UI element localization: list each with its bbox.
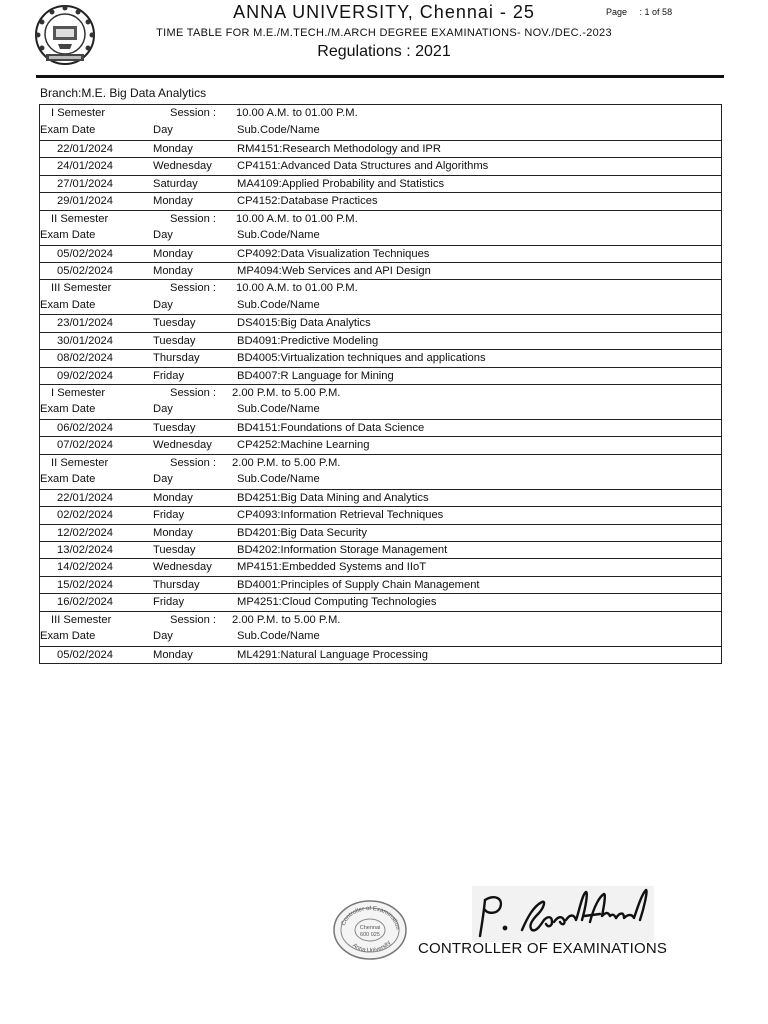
session-time: 2.00 P.M. to 5.00 P.M. — [232, 613, 341, 626]
subject-header: Sub.Code/Name — [237, 298, 320, 311]
subject-code-name: BD4007:R Language for Mining — [237, 369, 394, 382]
regulations-label: Regulations : 2021 — [317, 43, 451, 60]
exam-day: Wednesday — [153, 160, 212, 173]
page-number: : 1 of 58 — [639, 7, 673, 17]
semester-session-row — [40, 454, 721, 471]
session-time: 10.00 A.M. to 01.00 P.M. — [236, 212, 358, 225]
seal-center-line2: 600 025 — [360, 932, 380, 938]
exam-day: Wednesday — [153, 439, 212, 452]
subject-code-name: ML4291:Natural Language Processing — [237, 648, 428, 661]
exam-date-header: Exam Date — [40, 298, 96, 311]
exam-day: Monday — [153, 195, 193, 208]
session-label: Session : — [170, 387, 217, 399]
subject-header: Sub.Code/Name — [237, 124, 320, 137]
controller-seal-icon — [332, 899, 408, 961]
exam-date-header: Exam Date — [40, 403, 96, 416]
day-header: Day — [153, 473, 173, 486]
page-indicator — [606, 7, 672, 17]
exam-date-header: Exam Date — [40, 473, 96, 486]
exam-day: Saturday — [153, 177, 198, 190]
table-row — [40, 367, 721, 384]
table-row — [40, 157, 721, 174]
semester-label: I Semester — [51, 387, 106, 399]
seal-text-bottom: Anna University — [351, 940, 393, 955]
subject-code-name: CP4152:Database Practices — [237, 195, 378, 208]
day-header: Day — [153, 229, 173, 242]
semester-label: III Semester — [51, 282, 112, 295]
column-header-row — [40, 628, 721, 645]
table-row — [40, 576, 721, 593]
column-header-row — [40, 471, 721, 488]
semester-session-row — [40, 611, 721, 628]
exam-date: 22/01/2024 — [57, 142, 113, 155]
semester-session-row — [40, 279, 721, 296]
semester-session-row — [40, 105, 721, 122]
exam-date: 27/01/2024 — [57, 177, 113, 190]
table-row — [40, 646, 721, 663]
subject-code-name: MP4251:Cloud Computing Technologies — [237, 596, 437, 609]
table-row — [40, 489, 721, 506]
page-label: Page — [606, 7, 628, 17]
table-row — [40, 541, 721, 558]
controller-signature-icon — [472, 886, 654, 942]
exam-date-header: Exam Date — [40, 124, 96, 137]
header-divider — [36, 75, 724, 78]
subject-header: Sub.Code/Name — [237, 403, 320, 416]
subject-code-name: BD4151:Foundations of Data Science — [237, 421, 425, 434]
column-header-row — [40, 401, 721, 418]
session-time: 10.00 A.M. to 01.00 P.M. — [236, 282, 358, 295]
exam-date: 22/01/2024 — [57, 491, 113, 504]
exam-date: 05/02/2024 — [57, 264, 113, 277]
exam-day: Tuesday — [153, 421, 196, 434]
subject-header: Sub.Code/Name — [237, 473, 320, 486]
timetable-table — [39, 104, 722, 664]
semester-session-row — [40, 210, 721, 227]
day-header: Day — [153, 403, 173, 416]
subject-code-name: MP4151:Embedded Systems and IIoT — [237, 561, 427, 574]
subject-code-name: BD4251:Big Data Mining and Analytics — [237, 491, 429, 504]
exam-date: 23/01/2024 — [57, 317, 113, 330]
subject-code-name: CP4092:Data Visualization Techniques — [237, 247, 430, 260]
session-label: Session : — [170, 107, 217, 119]
column-header-row — [40, 227, 721, 244]
session-label: Session : — [170, 613, 217, 626]
session-label: Session : — [170, 282, 217, 295]
timetable-subtitle: TIME TABLE FOR M.E./M.TECH./M.ARCH DEGREE EXAMINATIONS- NOV./DEC.-2023 — [156, 27, 612, 39]
exam-day: Monday — [153, 247, 193, 260]
session-time: 10.00 A.M. to 01.00 P.M. — [236, 107, 358, 119]
table-row — [40, 262, 721, 279]
exam-date: 07/02/2024 — [57, 439, 113, 452]
subject-code-name: MA4109:Applied Probability and Statistics — [237, 177, 445, 190]
table-row — [40, 349, 721, 366]
exam-date-header: Exam Date — [40, 630, 96, 643]
session-time: 2.00 P.M. to 5.00 P.M. — [232, 387, 341, 399]
day-header: Day — [153, 298, 173, 311]
subject-code-name: CP4151:Advanced Data Structures and Algorithms — [237, 160, 489, 173]
table-row — [40, 314, 721, 331]
session-label: Session : — [170, 212, 217, 225]
exam-date: 02/02/2024 — [57, 509, 113, 522]
subject-code-name: BD4201:Big Data Security — [237, 526, 367, 539]
seal-center-line1: Chennai — [359, 925, 381, 931]
exam-date: 08/02/2024 — [57, 352, 113, 365]
table-row — [40, 175, 721, 192]
branch-label: Branch:M.E. Big Data Analytics — [40, 86, 207, 100]
session-label: Session : — [170, 456, 217, 469]
exam-date: 13/02/2024 — [57, 543, 113, 556]
exam-day: Monday — [153, 264, 193, 277]
table-row — [40, 332, 721, 349]
exam-date: 05/02/2024 — [57, 648, 113, 661]
table-row — [40, 140, 721, 157]
column-header-row — [40, 122, 721, 139]
exam-date: 05/02/2024 — [57, 247, 113, 260]
exam-date: 30/01/2024 — [57, 334, 113, 347]
controller-of-examinations-label: CONTROLLER OF EXAMINATIONS — [418, 940, 668, 957]
exam-date: 12/02/2024 — [57, 526, 113, 539]
table-row — [40, 419, 721, 436]
exam-day: Monday — [153, 526, 193, 539]
exam-day: Tuesday — [153, 543, 196, 556]
exam-date: 06/02/2024 — [57, 421, 113, 434]
exam-date: 24/01/2024 — [57, 160, 113, 173]
column-header-row — [40, 297, 721, 314]
semester-label: II Semester — [51, 212, 109, 225]
exam-date: 16/02/2024 — [57, 596, 113, 609]
table-row — [40, 245, 721, 262]
exam-day: Friday — [153, 509, 185, 522]
exam-day: Monday — [153, 648, 193, 661]
subject-code-name: CP4252:Machine Learning — [237, 439, 370, 452]
semester-label: III Semester — [51, 613, 112, 626]
table-row — [40, 558, 721, 575]
university-title: ANNA UNIVERSITY, Chennai - 25 — [233, 2, 535, 22]
exam-day: Monday — [153, 491, 193, 504]
day-header: Day — [153, 630, 173, 643]
table-row — [40, 192, 721, 209]
exam-date: 14/02/2024 — [57, 561, 113, 574]
exam-day: Tuesday — [153, 334, 196, 347]
subject-header: Sub.Code/Name — [237, 630, 320, 643]
semester-label: II Semester — [51, 456, 109, 469]
subject-code-name: CP4093:Information Retrieval Techniques — [237, 509, 444, 522]
exam-day: Thursday — [153, 352, 200, 365]
subject-code-name: RM4151:Research Methodology and IPR — [237, 142, 441, 155]
exam-day: Friday — [153, 369, 185, 382]
subject-code-name: BD4005:Virtualization techniques and applications — [237, 352, 486, 365]
exam-date: 15/02/2024 — [57, 578, 113, 591]
session-time: 2.00 P.M. to 5.00 P.M. — [232, 456, 341, 469]
table-row — [40, 506, 721, 523]
subject-code-name: MP4094:Web Services and API Design — [237, 264, 431, 277]
subject-code-name: DS4015:Big Data Analytics — [237, 317, 371, 330]
exam-day: Wednesday — [153, 561, 212, 574]
semester-session-row — [40, 384, 721, 401]
exam-date: 09/02/2024 — [57, 369, 113, 382]
subject-code-name: BD4202:Information Storage Management — [237, 543, 448, 556]
table-row — [40, 436, 721, 453]
exam-date-header: Exam Date — [40, 229, 96, 242]
subject-code-name: BD4091:Predictive Modeling — [237, 334, 379, 347]
exam-day: Thursday — [153, 578, 200, 591]
exam-date: 29/01/2024 — [57, 195, 113, 208]
exam-day: Monday — [153, 142, 193, 155]
exam-day: Tuesday — [153, 317, 196, 330]
exam-day: Friday — [153, 596, 185, 609]
table-row — [40, 524, 721, 541]
day-header: Day — [153, 124, 173, 137]
table-row — [40, 593, 721, 610]
seal-text-top: Controller of Examination — [340, 905, 401, 931]
subject-code-name: BD4001:Principles of Supply Chain Management — [237, 578, 480, 591]
semester-label: I Semester — [51, 107, 106, 119]
subject-header: Sub.Code/Name — [237, 229, 320, 242]
